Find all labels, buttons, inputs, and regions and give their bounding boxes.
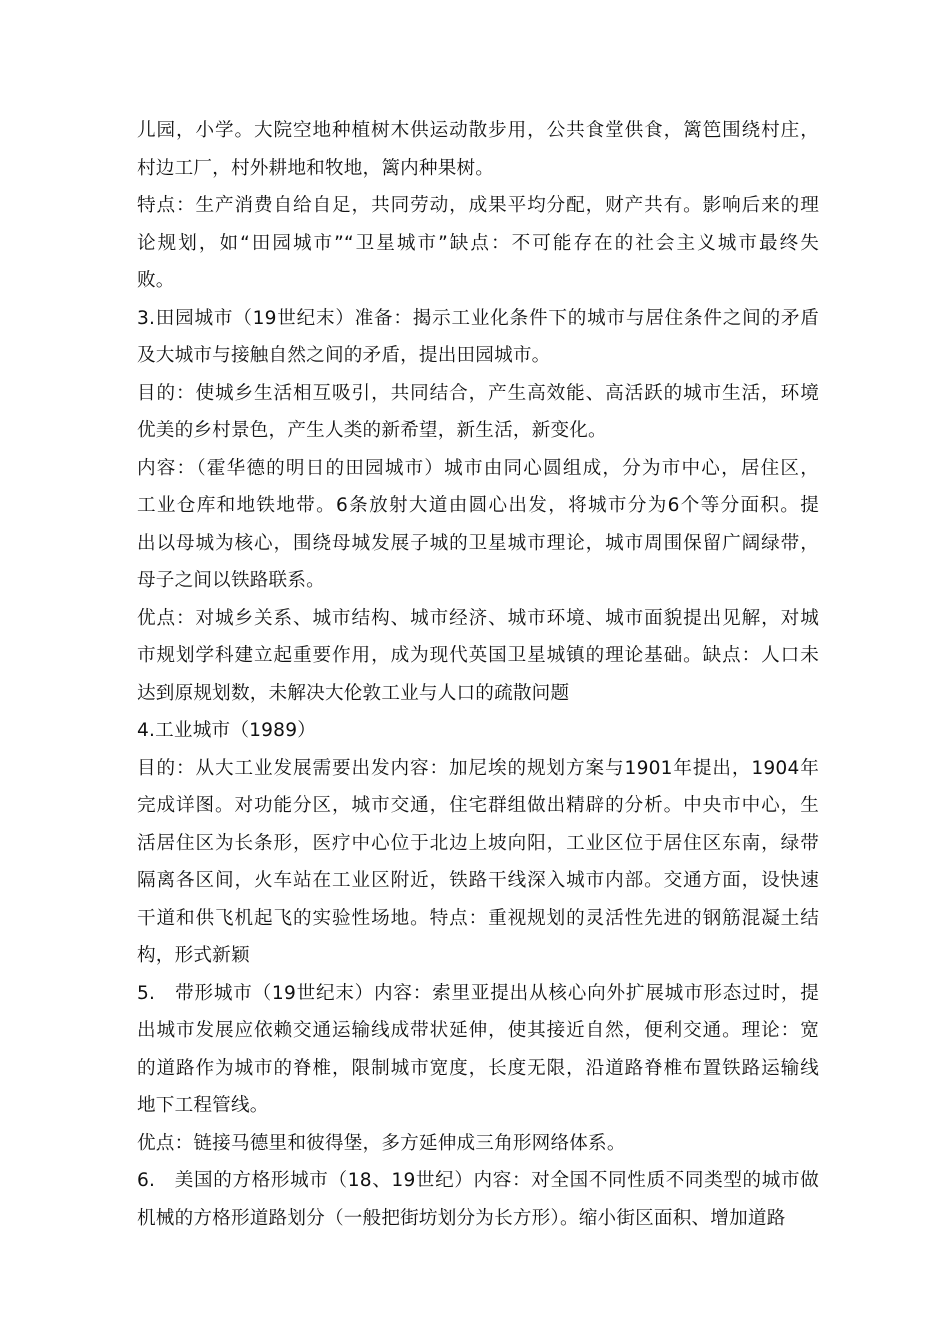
text-line: 败。 (137, 270, 175, 291)
text-line: 论规划，如“田园城市”“卫星城市”缺点：不可能存在的社会主义城市最终失 (137, 232, 819, 254)
text-line: 3.田园城市（19世纪末）准备：揭示工业化条件下的城市与居住条件之间的矛盾 (137, 307, 819, 329)
text-line: 工业仓库和地铁地带。6条放射大道由圆心出发，将城市分为6个等分面积。提 (137, 495, 819, 516)
text-line: 目的：使城乡生活相互吸引，共同结合，产生高效能、高活跃的城市生活，环境 (137, 382, 819, 404)
paragraph (137, 1125, 819, 1163)
text-line: 特点：生产消费自给自足，共同劳动，成果平均分配，财产共有。影响后来的理 (137, 195, 819, 216)
text-line: 出城市发展应依赖交通运输线成带状延伸，使其接近自然，便利交通。理论：宽 (137, 1020, 819, 1041)
paragraph (137, 450, 819, 600)
text-line: 达到原规划数，未解决大伦敦工业与人口的疏散问题 (137, 682, 570, 704)
text-line: 机械的方格形道路划分（一般把街坊划分为长方形）。缩小街区面积、增加道路 (137, 1207, 786, 1229)
paragraph (137, 375, 819, 450)
paragraph (137, 300, 819, 375)
text-line: 内容：（霍华德的明日的田园城市）城市由同心圆组成，分为市中心，居住区， (137, 457, 819, 479)
text-line: 市规划学科建立起重要作用，成为现代英国卫星城镇的理论基础。缺点：人口未 (137, 645, 819, 666)
text-line: 活居住区为长条形，医疗中心位于北边上坡向阳，工业区位于居住区东南，绿带 (137, 832, 819, 854)
text-line: 的道路作为城市的脊椎，限制城市宽度，长度无限，沿道路脊椎布置铁路运输线 (137, 1057, 819, 1079)
document-body (137, 112, 819, 1237)
text-line: 优点：对城乡关系、城市结构、城市经济、城市环境、城市面貌提出见解，对城 (137, 607, 819, 629)
paragraph (137, 112, 819, 187)
text-line: 地下工程管线。 (137, 1095, 269, 1116)
text-line: 隔离各区间，火车站在工业区附近，铁路干线深入城市内部。交通方面，设快速 (137, 870, 819, 891)
paragraph (137, 975, 819, 1125)
paragraph (137, 712, 819, 750)
text-line: 出以母城为核心，围绕母城发展子城的卫星城市理论，城市周围保留广阔绿带， (137, 532, 819, 554)
text-line: 目的：从大工业发展需要出发内容：加尼埃的规划方案与1901年提出，1904年 (137, 757, 819, 779)
text-line: 干道和供飞机起飞的实验性场地。特点：重视规划的灵活性先进的钢筋混凝土结 (137, 907, 819, 929)
text-line: 儿园，小学。大院空地种植树木供运动散步用，公共食堂供食，篱笆围绕村庄， (137, 120, 819, 141)
text-line: 构，形式新颖 (137, 945, 250, 966)
text-line: 6. 美国的方格形城市（18、19世纪）内容：对全国不同性质不同类型的城市做 (137, 1170, 819, 1191)
text-line: 4.工业城市（1989） (137, 720, 317, 741)
text-line: 村边工厂，村外耕地和牧地，篱内种果树。 (137, 157, 495, 179)
paragraph (137, 1162, 819, 1237)
text-line: 母子之间以铁路联系。 (137, 570, 325, 591)
text-line: 完成详图。对功能分区，城市交通，住宅群组做出精辟的分析。中央市中心，生 (137, 795, 819, 816)
paragraph (137, 750, 819, 975)
text-line: 优美的乡村景色，产生人类的新希望，新生活，新变化。 (137, 420, 607, 441)
text-line: 及大城市与接触自然之间的矛盾，提出田园城市。 (137, 345, 551, 366)
paragraph (137, 600, 819, 713)
text-line: 优点：链接马德里和彼得堡，多方延伸成三角形网络体系。 (137, 1132, 626, 1154)
text-line: 5. 带形城市（19世纪末）内容：索里亚提出从核心向外扩展城市形态过时，提 (137, 982, 819, 1004)
paragraph (137, 187, 819, 300)
